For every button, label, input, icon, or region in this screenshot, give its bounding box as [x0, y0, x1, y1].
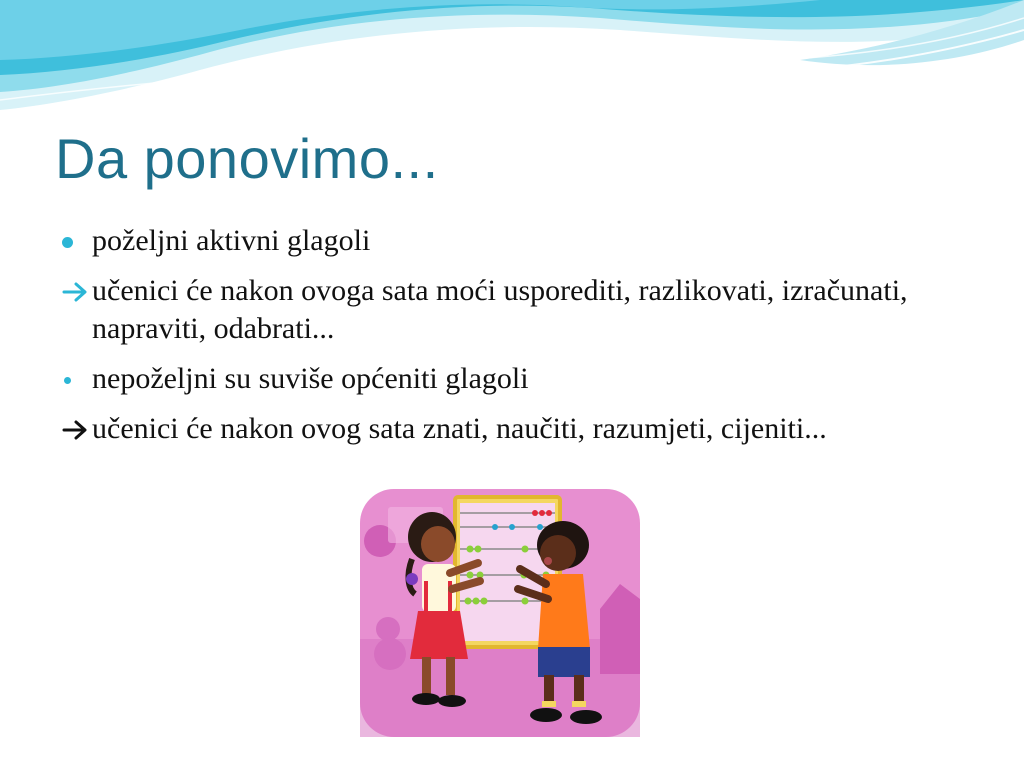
slide-title: Da ponovimo...	[55, 127, 439, 190]
list-item	[62, 410, 962, 448]
list-item-text: poželjni aktivni glagoli	[92, 224, 371, 257]
list-item	[62, 222, 962, 260]
list-item-text: učenici će nakon ovog sata znati, naučiti, razumjeti, cijeniti...	[92, 412, 827, 445]
list-item-text: učenici će nakon ovoga sata moći usporediti, razlikovati, izračunati, napraviti, odabrati...	[92, 274, 908, 345]
header-waves-decoration	[0, 0, 1024, 130]
list-item	[62, 360, 962, 398]
bullet-list	[62, 222, 962, 460]
list-item-text: nepoželjni su suviše općeniti glagoli	[92, 362, 529, 395]
list-item	[62, 272, 962, 348]
children-with-abacus-clipart	[360, 489, 640, 737]
